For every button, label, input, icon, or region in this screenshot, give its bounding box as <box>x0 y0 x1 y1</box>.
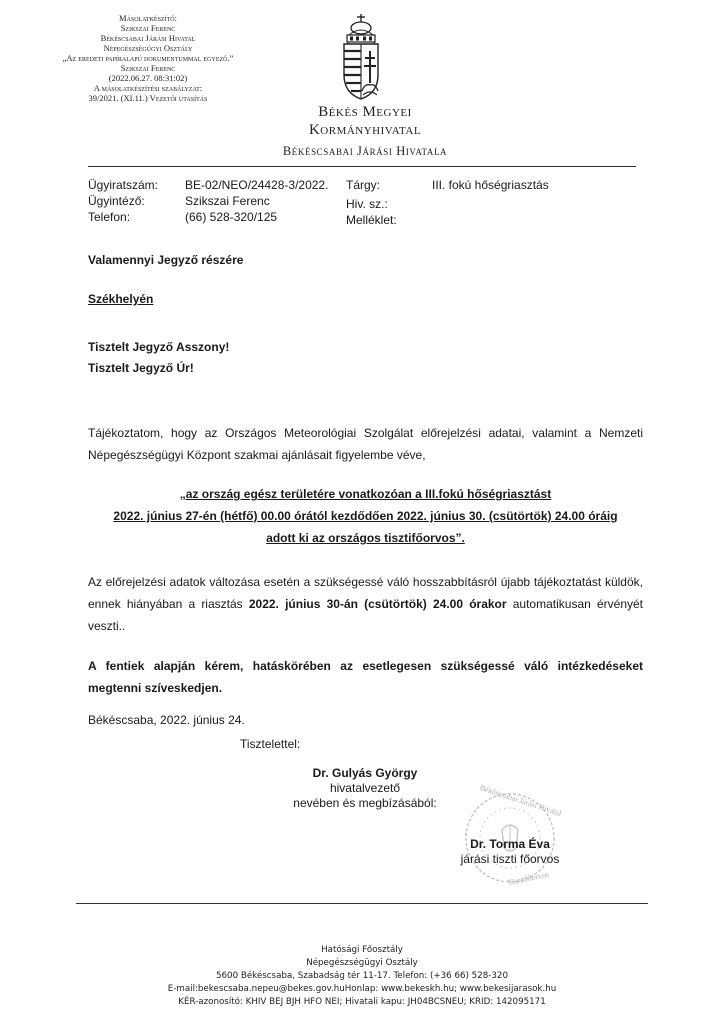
stamp-line: (2022.06.27. 08:31:02) <box>108 73 188 83</box>
stamp-line: Szikszai Ferenc <box>120 23 176 33</box>
stamp-line: 39/2021. (XI.11.) Vezetői utasítás <box>88 93 208 103</box>
cosigner-title: járási tiszti főorvos <box>460 852 560 866</box>
office-line-county: Békés Megyei <box>318 104 412 120</box>
stamp-line: A másolatkészítési szabályzat: <box>93 83 203 93</box>
signer-on-behalf: nevében és megbízásából: <box>293 796 437 810</box>
stamp-line: Békéscsabai Járási Hivatal <box>100 33 196 43</box>
footer <box>120 944 604 1009</box>
footer-ids: KÉR-azonosító: KHIV BEJ BJH HFO NEI; Hivatali kapu: JH04BCSNEU; KRID: 142095171 <box>178 997 546 1007</box>
seat-line: Székhelyén <box>88 292 154 306</box>
request-paragraph: A fentiek alapján kérem, hatáskörében az esetlegesen szükségessé váló intézkedéseket megtenni szíveskedjen. <box>88 659 643 695</box>
expiry-date: 2022. június 30-án (csütörtök) 24.00 órakor <box>248 597 507 611</box>
case-number-value: BE-02/NEO/24428-3/2022. <box>185 178 329 192</box>
seal-text-top: Békéscsabai Járási Hivatal <box>478 783 563 818</box>
cosigner-block <box>440 837 580 867</box>
case-number-label: Ügyiratszám: <box>88 178 159 192</box>
footer-unit: Népegészségügyi Osztály <box>306 958 418 968</box>
addressee: Valamennyi Jegyző részére <box>88 253 244 267</box>
extension-text-a: Az előrejelzési adatok változása esetén a szükségessé váló hosszabbításról újabb tájékoztatást küldök, ennek hiányában a riasztás <box>88 575 643 611</box>
office-line-government: Kormányhivatal <box>308 122 422 138</box>
salutation-madam: Tisztelt Jegyző Asszony! <box>88 340 230 354</box>
alert-line-2: 2022. június 27-én (hétfő) 00.00 órától kezdődően 2022. június 30. (csütörtök) 24.00 óráig <box>113 509 618 523</box>
seal-text-bottom: Tisztifőorvos <box>506 869 550 888</box>
salutation-sir: Tisztelt Jegyző Úr! <box>88 361 194 375</box>
subject-label: Tárgy: <box>346 178 381 192</box>
stamp-line: Szikszai Ferenc <box>120 63 176 73</box>
extension-paragraph <box>88 571 643 637</box>
subject-value: III. fokú hőségriasztás <box>432 178 549 192</box>
signature-block <box>280 766 450 811</box>
alert-line-3: adott ki az országos tisztifőorvos”. <box>266 531 465 545</box>
footer-address: 5600 Békéscsaba, Szabadság tér 11-17. Telefon: (+36 66) 528-320 <box>216 971 508 981</box>
footer-department: Hatósági Főosztály <box>321 945 403 955</box>
office-line-district: Békéscsabai Járási Hivatala <box>282 144 448 158</box>
phone-label: Telefon: <box>88 210 131 224</box>
handler-value: Szikszai Ferenc <box>185 194 270 208</box>
alert-line-1: „az ország egész területére vonatkozóan a III.fokú hőségriasztást <box>179 487 552 501</box>
stamp-line: Népegészségügyi Osztály <box>103 43 193 53</box>
signer-name: Dr. Gulyás György <box>312 766 418 780</box>
handler-label: Ügyintéző: <box>88 194 145 208</box>
phone-value: (66) 528-320/125 <box>185 210 278 224</box>
footer-contact: E-mail:bekescsaba.nepeu@bekes.gov.huHonlap: www.bekeskh.hu; www.bekesijarasok.hu <box>167 984 557 994</box>
cosigner-name: Dr. Torma Éva <box>470 837 550 851</box>
intro-paragraph: Tájékoztatom, hogy az Országos Meteorológiai Szolgálat előrejelzési adatai, valamint a Nemzeti Népegészségügyi Központ szakmai ajánlásait figyelembe véve, <box>88 426 643 462</box>
stamp-line: Másolatkészítő: <box>119 13 177 23</box>
signer-title: hivatalvezető <box>329 781 401 795</box>
extension-text-c: automatikusan érvényét veszti.. <box>88 597 644 633</box>
reference-label: Hiv. sz.: <box>346 197 388 211</box>
case-metadata <box>0 0 724 240</box>
place-date: Békéscsaba, 2022. június 24. <box>88 713 245 727</box>
closing: Tisztelettel: <box>240 737 301 751</box>
attachment-label: Melléklet: <box>346 213 397 227</box>
stamp-line: „Az eredeti papíralapú dokumentummal egyező.” <box>62 53 234 63</box>
footer-divider <box>76 903 648 904</box>
